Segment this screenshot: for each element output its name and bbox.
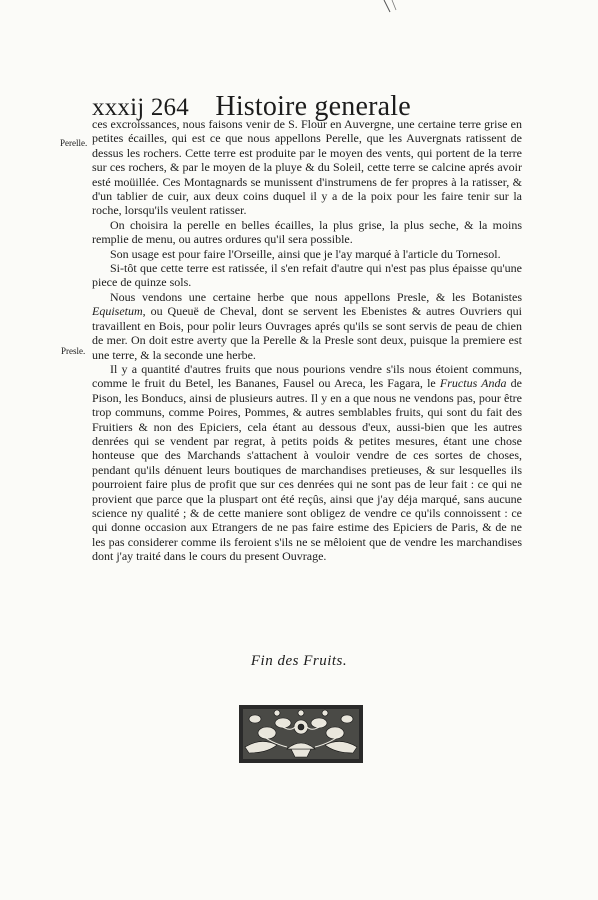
paragraph-other-fruits-text-b: de Pison, les Bonducs, ainsi de plusieurs autres. Il y en a que nous ne vendons pas, pour être trop communs, comme Poires, Pommes, & autres semblables fruits, qui sont du fait des Fruitiers & non des Epiciers, cela étant au dessous d'eux, aussi-bien que les autres denrées qui se vendent par regrat, à petits poids & petites mesures, étant une chose honteuse que des Marchands s'attachent à vouloir vendre de ces sortes de choses, pendant qu'ils dénuent leurs boutiques de marchandises pretieuses, & sur lesquelles ils pourroient faire plus de profit que sur ces denrées qui ne sont pas de leur fait : ce qui ne provient que parce que la pluspart ont été reçûs, ainsi que j'ay déja marqué, sans aucune science ny qualité ; & de cette maniere sont obligez de vendre ce qu'ils connoissent : ce qui donne occasion aux Etrangers de ne pas faire estime des Epiciers de Paris, & de ne les pas considerer comme ils feroient s'ils ne se mêloient que de vendre les marchandises dont j'ay traité dans le cours du present Ouvrage.: [92, 376, 522, 564]
paragraph-presle-latin-name: Equisetum: [92, 304, 143, 319]
paragraph-perelle-choice: On choisira la perelle en belles écailles, la plus grise, la plus seche, & la moins remplie de menu, ou autres ordures qu'il sera possible.: [92, 217, 522, 247]
paragraph-perelle-origin: ces excroissances, nous faisons venir de S. Flour en Auvergne, une certaine terre grise en petites écailles, qui est ce que nous appellons Perelle, que les Auvergnats ratissent de dessus les rochers. Cette terre est produite par le moyen des vents, qui portent de la terre sur ces rochers, & par le moyen de la pluye & du Soleil, cette terre se calcine aprés avoir esté moüillée. Ces Montagnards se munissent d'instrumens de fer propres à la ratisser, & d'un tablier de cuir, aux deux coins duquel il y a de la poix pour les faire tenir sur la roche, lorsqu'ils veulent ratisser.: [92, 117, 522, 218]
margin-note-perelle: Perelle.: [60, 138, 88, 148]
paragraph-other-fruits-text-a: Il y a quantité d'autres fruits que nous pourions vendre s'ils nous étoient communs, comme le fruit du Betel, les Bananes, Fausel ou Areca, les Fagara, le: [92, 361, 522, 391]
floral-tailpiece-ornament-icon: [237, 703, 365, 765]
paragraph-presle: [92, 290, 522, 362]
body-text: [92, 117, 522, 564]
paragraph-perelle-usage: Son usage est pour faire l'Orseille, ainsi que je l'ay marqué à l'article du Tornesol.: [110, 246, 501, 261]
paragraph-presle-text-a: Nous vendons une certaine herbe que nous appellons Presle, & les Botanistes: [110, 289, 522, 304]
margin-note-presle: Presle.: [61, 346, 86, 356]
corner-scan-mark-icon: [380, 0, 404, 14]
running-title: Histoire generale: [215, 91, 411, 122]
paragraph-perelle-regrowth: Si-tôt que cette terre est ratissée, il s'en refait d'autre qui n'est pas plus épaisse qu'une piece de quinze sols.: [92, 261, 522, 290]
paragraph-presle-text-b: , ou Queuë de Cheval, dont se servent les Ebenistes & autres Ouvriers qui travaillent en Bois, pour polir leurs Ouvrages aprés qu'ils se sont servis de peau de chien de mer. On doit estre averty que la Perelle & la Presle sont deux, puisque la premiere est une terre, & la seconde une herbe.: [92, 304, 522, 362]
paragraph-other-fruits: [92, 362, 522, 564]
paragraph-other-fruits-latin-name: Fructus Anda: [439, 376, 507, 391]
page-number: xxxij 264: [92, 94, 189, 121]
section-closing: Fin des Fruits.: [250, 653, 348, 669]
